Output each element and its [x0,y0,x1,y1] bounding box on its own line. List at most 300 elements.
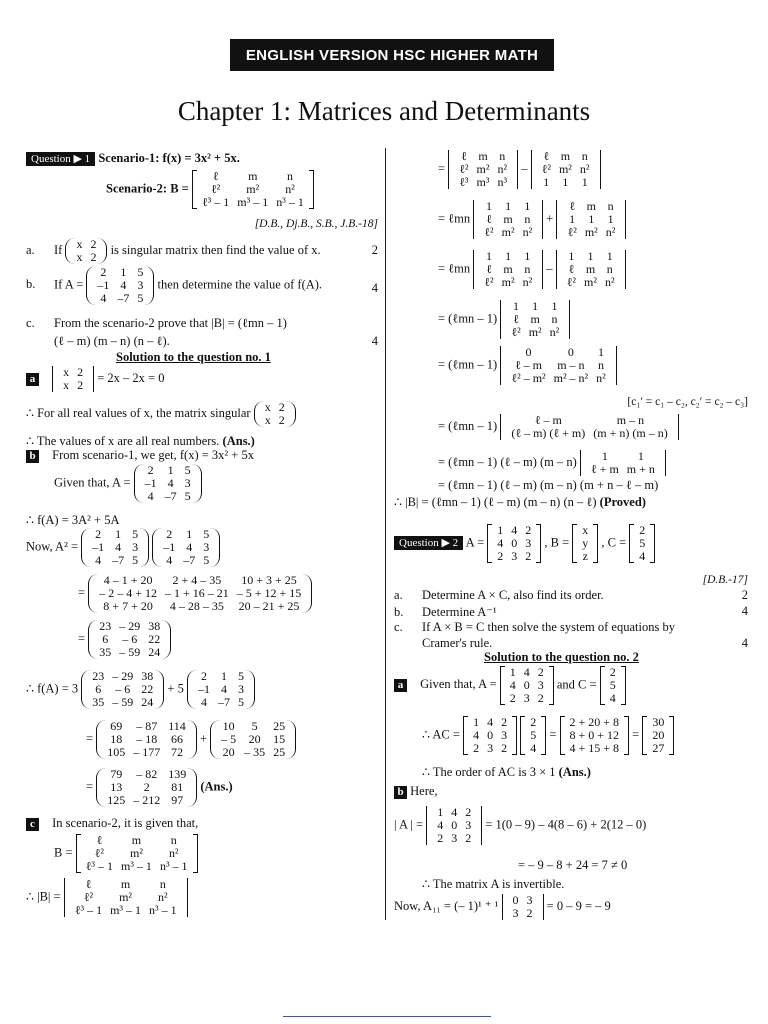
matrix-cell: ℓ² [541,162,551,176]
matrix-cell: m³ – 1 [110,903,142,917]
solution-2a-order [422,764,591,780]
fa-pre: ∴ f(A) = 3 [26,681,79,696]
matrix-cell: m – n [616,413,645,427]
matrix-cell: m [586,199,596,213]
chapter-title: Chapter 1: Matrices and Determinants [177,96,591,126]
matrix-cell: ℓ² – m² [511,371,546,385]
matrix-cell: 1 [601,449,608,463]
matrix-cell: – 5 + 12 + 15 [236,586,302,600]
matrix-table [72,238,100,264]
matrix-table [88,670,157,709]
eq-lmn1: = (ℓmn – 1) [438,418,498,433]
a-squared-product: = 4 – 1 + 20 2 + 4 – 35 10 + 3 + 25 – 2 – 4 + 12 – 1 + 16 – 21 – 5 + 12 + 15 8 + 7 + 20 4 – 28 – 35 20 – 21 + 25 [78,574,312,613]
matrix-table [480,250,536,289]
matrix-table [563,200,619,239]
det-x [52,366,94,392]
matrix-cell: ℓ [543,149,550,163]
footer-link-line[interactable] [283,1016,491,1017]
matrix-cell: 3 [512,906,519,920]
detb-label: ∴ |B| = [26,889,61,904]
matrix-cell: n² [285,182,295,196]
matrix-cell: – 59 [112,695,134,709]
matrix-cell: 8 + 0 + 12 [569,728,620,742]
matrix-cell: 1 [524,199,531,213]
matrix-cell: –7 [217,695,230,709]
matrix-cell: – 177 [133,745,161,759]
det-r10 [580,450,666,476]
s2-matrix-c [600,666,626,705]
matrix-table [141,464,195,503]
det-r5 [473,250,543,289]
matrix-cell: 1 [524,249,531,263]
order-text: ∴ The order of AC is 3 × 1 [422,765,556,779]
matrix-table [635,524,649,563]
solution-1c-detB [26,878,188,917]
matrix-a [134,464,202,503]
matrix-cell: m [120,877,131,891]
matrix-table [433,806,475,845]
matrix-cell: n² [605,225,616,239]
matrix-cell: 10 [222,719,235,733]
matrix-cell: 4 [451,805,458,819]
matrix-cell: n³ [497,175,508,189]
matrix-cell: ℓ² [484,275,494,289]
matrix-cell: 24 [141,695,154,709]
matrix-cell: 2 [530,715,537,729]
matrix-cell: n² [604,275,615,289]
solution-2b-here [394,784,438,799]
matrix-cell: – 29 [112,669,134,683]
matrix-cell: 4 [166,553,173,567]
matrix-cell: 0 [451,818,458,832]
matrix-cell: x [63,365,70,379]
matrix-table [103,768,190,807]
matrix-cell: ℓ² [83,890,94,904]
deta-label: | A | = [394,817,424,832]
matrix-cell: m² [584,225,598,239]
matrix-cell: ℓ [96,833,103,847]
a2-matrix-2 [81,670,164,709]
matrix-cell: 4 [530,741,537,755]
b-label: , B = [544,535,570,550]
item-label: b. [394,605,404,619]
det-r3 [473,200,543,239]
matrix-table [71,878,181,917]
matrix-table [261,401,289,427]
matrix-cell: 3 [137,278,144,292]
solution-1-title: Solution to the question no. 1 [116,350,271,364]
matrix-cell: n³ – 1 [276,195,304,209]
solution-1a-line2 [26,401,296,427]
matrix-cell: ℓ [513,312,519,326]
matrix-cell: 2 [609,665,616,679]
matrix-cell: 35 [99,645,112,659]
matrix-table [509,894,537,920]
matrix-cell: 5 [237,695,244,709]
matrix-cell: ℓ² [210,182,221,196]
ac-sum [560,716,630,755]
matrix-cell: m² [501,225,515,239]
matrix-a-3 [187,670,255,709]
matrix-cell: 3 [184,476,191,490]
matrix-table [217,720,289,759]
matrix-cell: ℓ [568,262,575,276]
matrix-cell: –7 [183,553,196,567]
matrix-cell: – 2 – 4 + 12 [99,586,157,600]
matrix-cell: 2 [143,780,150,794]
matrix-cell: 3 [451,831,458,845]
matrix-cell: 10 + 3 + 25 [241,573,297,587]
matrix-cell: n [551,312,558,326]
matrix-cell: 4 + 15 + 8 [569,741,620,755]
matrix-cell: 35 [92,695,105,709]
matrix-cell: 1 [505,249,512,263]
matrix-cell: 2 [497,549,504,563]
matrix-cell: –7 [164,489,177,503]
question-2b [394,604,748,620]
solution-2a-ac: ∴ AC = 1 4 2 4 0 3 2 3 2 2 5 4 = 2 + 20 + 8 8 + 0 + 12 4 + 15 + 8 = 30 20 27 [422,716,674,755]
a-squared-row [26,528,220,567]
matrix-table [526,716,540,755]
q1a-matrix [65,238,107,264]
item-label: c. [26,316,35,330]
matrix-cell: ℓ [569,199,576,213]
matrix-table [563,250,619,289]
solution-1b-given [54,464,202,503]
singular-matrix [254,401,296,427]
ac-result [642,716,674,755]
matrix-cell: 2 [501,715,508,729]
matrix-cell: 30 [652,715,665,729]
matrix-cell: 5 [132,527,139,541]
q2c-text: If A × B = C then solve the system of equations by [422,620,675,634]
matrix-cell: 2 [95,527,102,541]
answer-label: (Ans.) [222,434,255,448]
matrix-cell: z [582,549,588,563]
matrix-cell: 3 [537,678,544,692]
matrix-cell: n [607,199,614,213]
matrix-cell: 2 [525,549,532,563]
matrix-cell: 1 [562,175,569,189]
matrix-cell: ℓ³ – 1 [74,903,103,917]
q2b-text: Determine A⁻¹ [422,605,497,619]
matrix-cell: n² [522,275,533,289]
item-label: c. [394,620,403,634]
now-label: Now, A² = [26,539,79,554]
matrix-cell: m + n [626,462,655,476]
matrix-cell: 5 [639,536,646,550]
matrix-cell: 4 [523,665,530,679]
matrix-cell: 38 [148,619,161,633]
matrix-cell: ℓ [85,877,92,891]
given-text: In scenario-2, it is given that, [52,816,199,830]
column-op-note: [c₁′ = c₁ – c₂, c₂′ = c₂ – c₃] [627,396,748,408]
matrix-cell: 3 [237,682,244,696]
column-divider [385,148,386,920]
matrix-cell: n² [168,846,179,860]
matrix-table [538,150,594,189]
matrix-cell: 22 [148,632,161,646]
det-a [426,806,482,845]
matrix-cell: 25 [273,745,286,759]
matrix-table [159,528,213,567]
matrix-cell: 2 [437,831,444,845]
matrix-a-left [81,528,149,567]
eq-lmn1: = (ℓmn – 1) [438,357,498,372]
matrix-cell: 3 [525,536,532,550]
solution-1a-line3 [26,433,255,449]
matrix-cell: 2 [525,523,532,537]
matrix-cell: 2 [278,400,285,414]
a-label: A = [465,535,485,550]
cofactor-label: Now, A₁₁ = (– 1)¹ ⁺ ¹ [394,898,499,913]
matrix-cell: n [524,262,531,276]
matrix-cell: n [170,833,177,847]
matrix-cell: 23 [92,669,105,683]
matrix-cell: n² [522,225,533,239]
matrix-cell: 20 [222,745,235,759]
det-r4 [556,200,626,239]
f-of-a-expanded [26,670,255,709]
part-b-badge: b [26,450,39,463]
matrix-cell: – 6 [122,632,138,646]
matrix-table [566,716,624,755]
matrix-cell: 1 [115,527,122,541]
product-matrix [88,574,312,613]
solution-2b-cofactor [394,894,611,920]
matrix-cell: 1 [513,299,520,313]
matrix-cell: 4 [200,695,207,709]
matrix-cell: ℓ² [511,325,521,339]
r-step1: = ℓ m n ℓ² m² n² ℓ³ m³ n³ – ℓ m n ℓ² m² n² 1 1 1 [438,150,601,189]
question-1a [26,238,321,264]
part-a-badge: a [394,679,407,692]
matrix-cell: 5 [237,669,244,683]
question-1c-line2: (ℓ – m) (m – n) (n – ℓ). [54,334,170,348]
matrix-cell: 1 [607,212,614,226]
q2c-marks: 4 [741,636,748,650]
matrix-cell: –1 [197,682,210,696]
matrix-table [506,666,548,705]
real-values-text: ∴ The values of x are all real numbers. [26,434,220,448]
cofactor-det [502,894,544,920]
proved-label: (Proved) [599,495,646,509]
matrix-cell: 4 [147,489,154,503]
matrix-cell: 1 [587,249,594,263]
matrix-cell: 4 [511,523,518,537]
matrix-table [103,720,190,759]
matrix-cell: – 212 [133,793,161,807]
matrix-cell: 3 [526,893,533,907]
question-badge: Question ▶ 2 [394,536,463,550]
proved-text: ∴ |B| = (ℓmn – 1) (ℓ – m) (m – n) (n – ℓ) [394,495,597,509]
solution-1a [26,366,164,392]
result-matrix [96,768,197,807]
matrix-cell: ℓ² [566,275,577,289]
matrix-cell: 3 [487,741,494,755]
solution-1b-line1 [26,448,254,463]
matrix-cell: 2 [537,665,544,679]
matrix-cell: m [585,262,596,276]
matrix-cell: 4 [437,818,444,832]
matrix-cell: 4 – 1 + 20 [103,573,153,587]
matrix-cell: 2 [473,741,480,755]
header-banner: ENGLISH VERSION HSC HIGHER MATH [230,39,554,71]
given-label: Given that, A = [420,677,497,692]
matrix-cell: n [606,262,613,276]
answer-label: (Ans.) [200,779,233,794]
matrix-cell: 1 [588,212,595,226]
matrix-cell: 2 [465,805,472,819]
matrix-table [507,346,609,385]
matrix-table [194,670,248,709]
item-label: b. [26,277,36,292]
matrix-cell: –1 [97,278,110,292]
r-step4 [438,346,617,385]
matrix-cell: 1 [220,669,227,683]
matrix-b [192,170,314,209]
matrix-cell: 1 [485,249,492,263]
matrix-cell: n² [596,371,606,385]
matrix-cell: n [524,212,531,226]
matrix-cell: 1 [569,212,576,226]
q1b-pre: If A = [54,277,84,292]
matrix-cell: 1 [532,299,539,313]
matrix-cell: – 1 + 16 – 21 [164,586,229,600]
matrix-cell: m³ [476,175,490,189]
matrix-cell: 3 [465,818,472,832]
matrix-cell: 2 [278,413,285,427]
matrix-cell: 2 [90,250,97,264]
item-label: a. [394,588,403,602]
matrix-cell: m² [584,275,597,289]
matrix-cell: 2 [526,906,533,920]
matrix-cell: m [248,169,258,183]
matrix-cell: ℓ² [484,225,494,239]
q2c-text-2: Cramer's rule. [422,636,493,650]
matrix-cell: n [597,358,604,372]
matrix-cell: 2 [639,523,646,537]
s2-matrix-a [500,666,554,705]
matrix-cell: 125 [107,793,126,807]
matrix-cell: m² [130,846,143,860]
matrix-cell: m³ – 1 [121,859,152,873]
matrix-cell: m² [119,890,133,904]
matrix-table [455,150,511,189]
matrix-cell: – 35 [244,745,266,759]
matrix-cell: n² [497,162,508,176]
q2a-text: Determine A × C, also find its order. [422,588,604,602]
matrix-cell: m² [476,162,490,176]
matrix-table [648,716,668,755]
f-of-a-sum: = 69 – 87 114 18 – 18 66 105 – 177 72 + 10 5 25 – 5 20 15 20 – 35 25 [86,720,296,759]
solution-2a-given [394,666,626,705]
c-label: , C = [601,535,627,550]
matrix-cell: ℓ³ [459,175,469,189]
r-step3b [438,300,570,339]
question-2a [394,588,748,603]
matrix-cell: x [76,237,83,251]
det-r1 [448,150,518,189]
matrix-cell: x [264,413,271,427]
det-r2 [531,150,601,189]
matrix-cell: ℓ [486,262,492,276]
matrix-cell: 5 [251,719,258,733]
matrix-b-2 [76,834,198,873]
given-label: Given that, A = [54,475,131,490]
matrix-cell: 2 + 20 + 8 [569,715,620,729]
matrix-cell: 4 [639,549,646,563]
q1a-text: is singular matrix then find the value of x. [110,242,321,257]
q1a-marks: 2 [371,243,378,257]
matrix-cell: m [530,312,540,326]
matrix-cell: m [503,212,513,226]
matrix-cell: m [503,262,513,276]
q2-matrix-a [487,524,541,563]
matrix-cell: 79 [110,767,123,781]
matrix-cell: 1 [581,175,588,189]
matrix-cell: 4 [609,691,616,705]
solution-2b-det [394,806,646,845]
matrix-cell: ℓ² [567,225,577,239]
matrix-cell: (m + n) (m – n) [593,426,668,440]
matrix-cell: 114 [168,719,186,733]
matrix-cell: 5 [203,553,210,567]
matrix-cell: 0 [567,345,574,359]
item-label: a. [26,242,35,257]
matrix-cell: –1 [92,540,105,554]
board-reference-2: [D.B.-17] [702,574,748,586]
matrix-cell: 20 [652,728,665,742]
det-r6 [556,250,626,289]
matrix-cell: 22 [141,682,154,696]
det-r8 [500,346,616,385]
a-squared-result: = 23 – 29 38 6 – 6 22 35 – 59 24 [78,620,171,659]
matrix-cell: x [582,523,589,537]
matrix-cell: 5 [184,489,191,503]
solution-2-title: Solution to the question no. 2 [484,650,639,664]
matrix-cell: – 29 [119,619,141,633]
matrix-table [95,574,305,613]
eq-lmn1: = (ℓmn – 1) [438,311,498,326]
matrix-cell: 1 [551,299,558,313]
det-r9 [500,414,678,440]
matrix-table [507,414,671,440]
matrix-cell: 5 [203,527,210,541]
matrix-cell: 2 + 4 – 35 [172,573,222,587]
matrix-cell: –1 [163,540,176,554]
matrix-cell: – 59 [119,645,141,659]
matrix-cell: 0 [487,728,494,742]
matrix-cell: m² [558,162,572,176]
det-eq: = 2x – 2x = 0 [97,370,165,385]
matrix-cell: 139 [168,767,187,781]
matrix-cell: 1 [485,199,492,213]
q2a-marks: 2 [741,588,748,602]
matrix-cell: 6 [95,682,102,696]
plus-5: + 5 [167,681,184,696]
q2b-marks: 4 [741,604,748,618]
matrix-cell: 3 [132,540,139,554]
matrix-cell: 81 [171,780,184,794]
question-2-header [394,524,655,563]
part-b-badge: b [394,786,407,799]
matrix-table [469,716,511,755]
det-expansion: = 1(0 – 9) – 4(8 – 6) + 2(12 – 0) [485,817,647,832]
matrix-cell: – 6 [115,682,131,696]
matrix-cell: 4 [115,540,122,554]
matrix-table [82,834,192,873]
